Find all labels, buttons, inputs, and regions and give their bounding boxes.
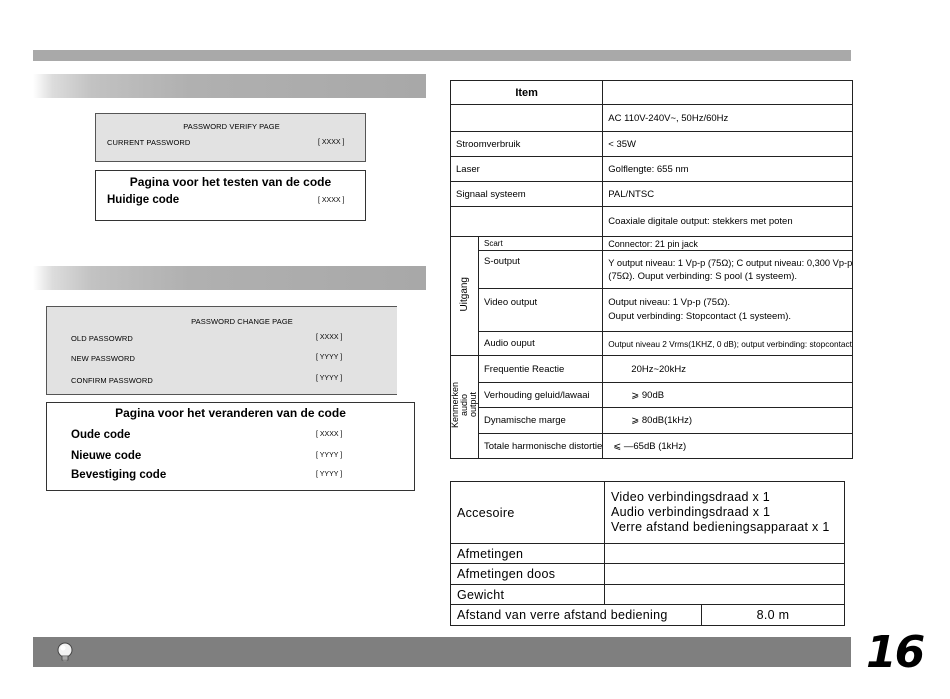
consumption-value: < 35W bbox=[603, 132, 853, 157]
laser-label: Laser bbox=[451, 157, 603, 182]
dimensions-label: Afmetingen bbox=[451, 544, 605, 564]
table-row bbox=[451, 237, 853, 251]
table-row bbox=[451, 356, 853, 383]
audio-group-line1: Kenmerken bbox=[450, 382, 460, 429]
table-row bbox=[451, 105, 853, 132]
page-number: 16 bbox=[866, 627, 924, 678]
table-row bbox=[451, 157, 853, 182]
table-row bbox=[451, 207, 853, 237]
remote-distance-value: 8.0 m bbox=[702, 605, 845, 626]
new-password-label: NEW PASSWORD bbox=[71, 354, 135, 363]
old-code-field[interactable]: [ XXXX ] bbox=[316, 431, 343, 438]
table-row bbox=[451, 132, 853, 157]
snr-value: ⩾ 90dB bbox=[603, 383, 853, 408]
table-row bbox=[451, 182, 853, 207]
signal-label: Signaal systeem bbox=[451, 182, 603, 207]
new-code-label: Nieuwe code bbox=[71, 450, 142, 462]
laser-value: Golflengte: 655 nm bbox=[603, 157, 853, 182]
current-code-label: Huidige code bbox=[107, 194, 180, 206]
table-row bbox=[451, 81, 853, 105]
weight-label: Gewicht bbox=[451, 585, 605, 605]
new-password-field[interactable]: [ YYYY ] bbox=[316, 354, 343, 361]
panel-title: PASSWORD CHANGE PAGE bbox=[191, 317, 293, 326]
panel-title: Pagina voor het testen van de code bbox=[129, 175, 332, 189]
scart-value: Connector: 21 pin jack bbox=[603, 237, 853, 251]
confirm-code-label: Bevestiging code bbox=[71, 469, 167, 481]
table-row bbox=[451, 585, 845, 605]
code-change-panel bbox=[46, 402, 415, 491]
accessory-item: Audio verbindingsdraad x 1 bbox=[611, 505, 771, 519]
scart-label: Scart bbox=[479, 237, 603, 251]
dyn-label: Dynamische marge bbox=[479, 408, 603, 434]
audio-features-group-label bbox=[451, 356, 479, 459]
output-group-label: Uitgang bbox=[451, 237, 479, 356]
table-row bbox=[451, 251, 853, 289]
freq-value: 20Hz~20kHz bbox=[603, 356, 853, 383]
audio-group-line2: audio bbox=[459, 394, 469, 417]
accessory-item: Verre afstand bedieningsapparaat x 1 bbox=[611, 520, 830, 534]
table-row bbox=[451, 289, 853, 332]
current-password-label: CURRENT PASSWORD bbox=[107, 138, 191, 147]
soutput-label: S-output bbox=[479, 251, 603, 289]
new-code-field[interactable]: [ YYYY ] bbox=[316, 452, 343, 459]
accessories-label: Accesoire bbox=[451, 482, 605, 544]
thd-label: Totale harmonische distortie bbox=[479, 434, 603, 459]
panel-title: PASSWORD VERIFY PAGE bbox=[183, 122, 280, 131]
section-header-change bbox=[33, 266, 426, 290]
accessory-item: Video verbindingsdraad x 1 bbox=[611, 490, 771, 504]
freq-label: Frequentie Reactie bbox=[479, 356, 603, 383]
table-row bbox=[451, 434, 853, 459]
soutput-value-line1: Y output niveau: 1 Vp-p (75Ω); C output niveau: 0,300 Vp-p bbox=[608, 257, 853, 268]
table-row bbox=[451, 564, 845, 585]
confirm-password-field[interactable]: [ YYYY ] bbox=[316, 375, 343, 382]
old-password-label: OLD PASSOWRD bbox=[71, 334, 133, 343]
table-row bbox=[451, 408, 853, 434]
old-code-label: Oude code bbox=[71, 429, 131, 441]
soutput-value-line2: (75Ω). Ouput verbinding: S pool (1 systeem). bbox=[608, 270, 798, 282]
table-row bbox=[451, 605, 845, 626]
video-value-line2: Ouput verbinding: Stopcontact (1 systeem). bbox=[608, 311, 792, 322]
table-row bbox=[451, 332, 853, 356]
audio-group-line3: output bbox=[468, 392, 478, 419]
section-header-verify bbox=[33, 74, 426, 98]
lightbulb-icon bbox=[55, 641, 75, 670]
table-row bbox=[451, 383, 853, 408]
box-dimensions-label: Afmetingen doos bbox=[451, 564, 605, 585]
footer-bar bbox=[33, 637, 851, 667]
audio-label: Audio ouput bbox=[479, 332, 603, 356]
table-row bbox=[451, 544, 845, 564]
audio-value: Output niveau 2 Vrms(1KHZ, 0 dB); output verbinding: stopcontact bbox=[603, 332, 853, 356]
old-password-field[interactable]: [ XXXX ] bbox=[316, 334, 343, 341]
confirm-code-field[interactable]: [ YYYY ] bbox=[316, 471, 343, 478]
confirm-password-label: CONFIRM PASSWORD bbox=[71, 376, 153, 385]
spec-header: Item bbox=[451, 81, 603, 105]
table-row bbox=[451, 482, 845, 544]
power-value: AC 110V-240V~, 50Hz/60Hz bbox=[603, 105, 853, 132]
remote-distance-label: Afstand van verre afstand bediening bbox=[451, 605, 702, 626]
consumption-label: Stroomverbruik bbox=[451, 132, 603, 157]
spec-table bbox=[450, 80, 853, 459]
current-code-field[interactable]: [ XXXX ] bbox=[318, 197, 345, 204]
accessories-table bbox=[450, 481, 845, 626]
signal-value: PAL/NTSC bbox=[603, 182, 853, 207]
panel-title: Pagina voor het veranderen van de code bbox=[115, 406, 346, 420]
snr-label: Verhouding geluid/lawaai bbox=[479, 383, 603, 408]
password-change-panel bbox=[46, 306, 397, 395]
current-password-field[interactable]: [ XXXX ] bbox=[318, 139, 345, 146]
coax-value: Coaxiale digitale output: stekkers met poten bbox=[603, 207, 853, 237]
password-verify-panel bbox=[95, 113, 366, 162]
video-value-line1: Output niveau: 1 Vp-p (75Ω). bbox=[608, 297, 730, 308]
dyn-value: ⩾ 80dB(1kHz) bbox=[603, 408, 853, 434]
code-test-panel bbox=[95, 170, 366, 221]
thd-value: ⩽ —65dB (1kHz) bbox=[603, 434, 853, 459]
top-bar bbox=[33, 50, 851, 61]
video-label: Video output bbox=[479, 289, 603, 332]
